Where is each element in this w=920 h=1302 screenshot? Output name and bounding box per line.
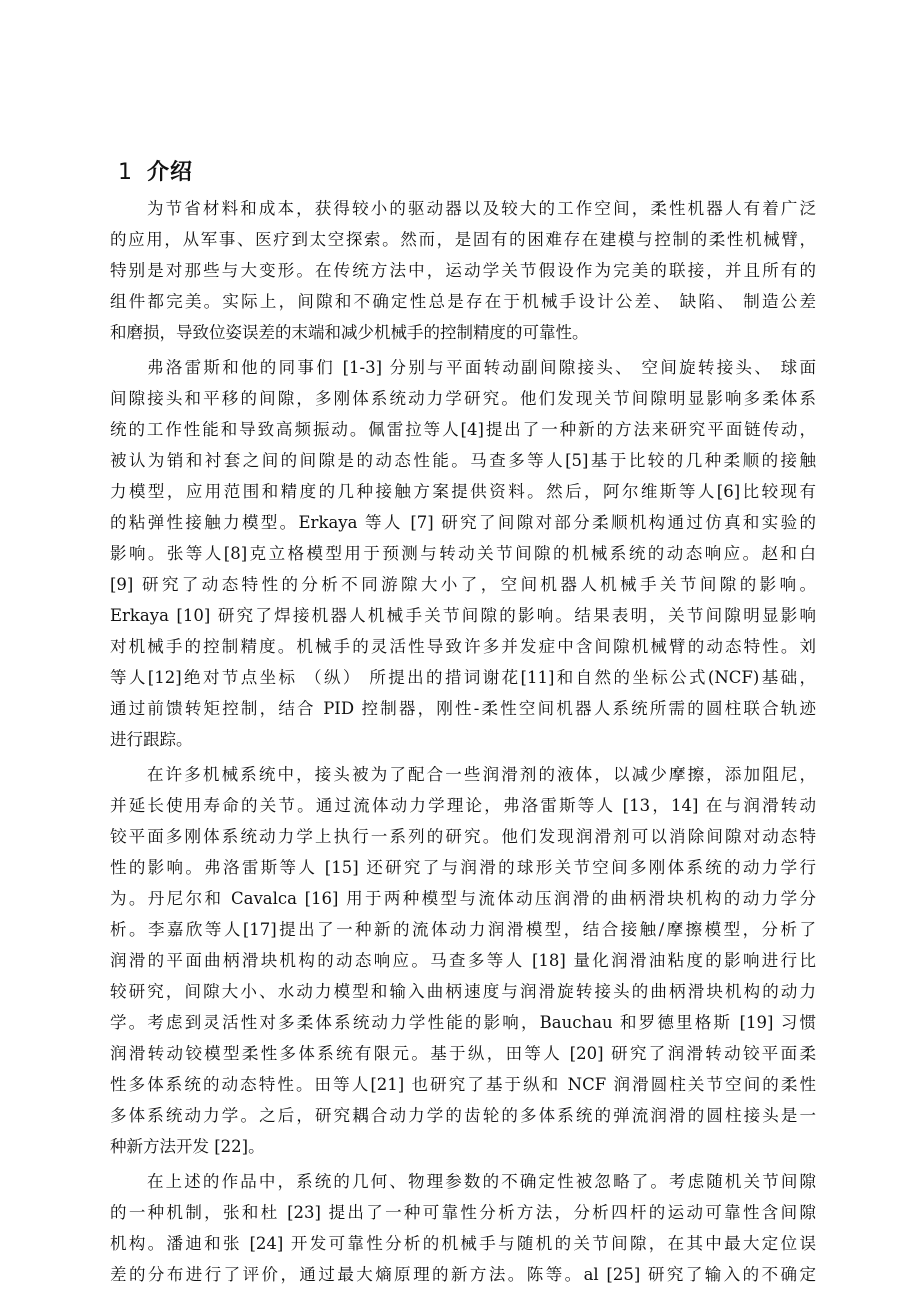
text-line: 差的分布进行了评价，通过最大熵原理的新方法。陈等。al [25] 研究了输入的不确定: [110, 1265, 816, 1284]
text-line: 析。李嘉欣等人[17]提出了一种新的流体动力润滑模型，结合接触/摩擦模型，分析了: [110, 920, 816, 939]
text-line: 被认为销和衬套之间的间隙是的动态性能。马查多等人[5]基于比较的几种柔顺的接触: [110, 451, 816, 470]
text-line: 通过前馈转矩控制，结合 PID 控制器，刚性-柔性空间机器人系统所需的圆柱联合轨迹: [110, 699, 816, 718]
text-line: 机构。潘迪和张 [24] 开发可靠性分析的机械手与随机的关节间隙，在其中最大定位误: [110, 1234, 816, 1253]
text-line: 等人[12]绝对节点坐标 （纵） 所提出的措词谢花[11]和自然的坐标公式(NCF)基础，: [110, 668, 816, 687]
text-line: 种新方法开发 [22]。: [110, 1137, 265, 1156]
text-line: 的一种机制，张和杜 [23] 提出了一种可靠性分析方法，分析四杆的运动可靠性含间隙: [110, 1203, 816, 1222]
paragraph: [110, 193, 816, 348]
text-line: 特别是对那些与大变形。在传统方法中，运动学关节假设作为完美的联接，并且所有的: [110, 261, 816, 280]
text-line: 的应用，从军事、医疗到太空探索。然而，是固有的困难存在建模与控制的柔性机械臂，: [110, 230, 816, 249]
text-line: 为节省材料和成本，获得较小的驱动器以及较大的工作空间，柔性机器人有着广泛: [147, 199, 816, 218]
text-line: 弗洛雷斯和他的同事们 [1-3] 分别与平面转动副间隙接头、 空间旋转接头、 球面: [147, 358, 816, 377]
text-line: 在许多机械系统中，接头被为了配合一些润滑剂的液体，以减少摩擦，添加阻尼，: [147, 765, 816, 784]
text-line: 统的工作性能和导致高频振动。佩雷拉等人[4]提出了一种新的方法来研究平面链传动，: [110, 420, 816, 439]
text-line: 进行跟踪。: [110, 730, 193, 749]
body-text: [110, 193, 816, 1294]
text-line: 并延长使用寿命的关节。通过流体动力学理论，弗洛雷斯等人 [13，14] 在与润滑转动: [110, 796, 816, 815]
paragraph: [110, 1166, 816, 1290]
section-title: 介绍: [147, 160, 194, 185]
text-line: 多体系统动力学。之后，研究耦合动力学的齿轮的多体系统的弹流润滑的圆柱接头是一: [110, 1106, 816, 1125]
text-line: 的粘弹性接触力模型。Erkaya 等人 [7] 研究了间隙对部分柔顺机构通过仿真和实验的: [110, 513, 816, 532]
paragraph: [110, 352, 816, 755]
text-line: 对机械手的控制精度。机械手的灵活性导致许多并发症中含间隙机械臂的动态特性。刘: [110, 637, 816, 656]
text-line: Erkaya [10] 研究了焊接机器人机械手关节间隙的影响。结果表明，关节间隙明显影响: [110, 606, 816, 625]
text-line: 为。丹尼尔和 Cavalca [16] 用于两种模型与流体动压润滑的曲柄滑块机构的动力学分: [110, 889, 816, 908]
section-heading: [118, 155, 193, 186]
text-line: 影响。张等人[8]克立格模型用于预测与转动关节间隙的机械系统的动态响应。赵和白: [110, 544, 816, 563]
text-line: 学。考虑到灵活性对多柔体系统动力学性能的影响，Bauchau 和罗德里格斯 [19] 习惯: [110, 1013, 816, 1032]
text-line: 组件都完美。实际上，间隙和不确定性总是存在于机械手设计公差、 缺陷、 制造公差: [110, 292, 816, 311]
text-line: 铰平面多刚体系统动力学上执行一系列的研究。他们发现润滑剂可以消除间隙对动态特: [110, 827, 816, 846]
text-line: 润滑的平面曲柄滑块机构的动态响应。马查多等人 [18] 量化润滑油粘度的影响进行比: [110, 951, 816, 970]
text-line: [9] 研究了动态特性的分析不同游隙大小了，空间机器人机械手关节间隙的影响。: [110, 575, 816, 594]
text-line: 润滑转动铰模型柔性多体系统有限元。基于纵，田等人 [20] 研究了润滑转动铰平面柔: [110, 1044, 816, 1063]
text-line: 较研究，间隙大小、水动力模型和输入曲柄速度与润滑旋转接头的曲柄滑块机构的动力: [110, 982, 816, 1001]
paragraph: [110, 759, 816, 1162]
text-line: 力模型，应用范围和精度的几种接触方案提供资料。然后，阿尔维斯等人[6]比较现有: [110, 482, 816, 501]
section-number: 1: [118, 160, 133, 185]
text-line: 在上述的作品中，系统的几何、物理参数的不确定性被忽略了。考虑随机关节间隙: [147, 1172, 816, 1191]
text-line: 性多体系统的动态特性。田等人[21] 也研究了基于纵和 NCF 润滑圆柱关节空间的柔性: [110, 1075, 816, 1094]
text-line: 性的影响。弗洛雷斯等人 [15] 还研究了与润滑的球形关节空间多刚体系统的动力学行: [110, 858, 816, 877]
text-line: 和磨损，导致位姿误差的末端和减少机械手的控制精度的可靠性。: [110, 323, 589, 342]
text-line: 间隙接头和平移的间隙，多刚体系统动力学研究。他们发现关节间隙明显影响多柔体系: [110, 389, 816, 408]
